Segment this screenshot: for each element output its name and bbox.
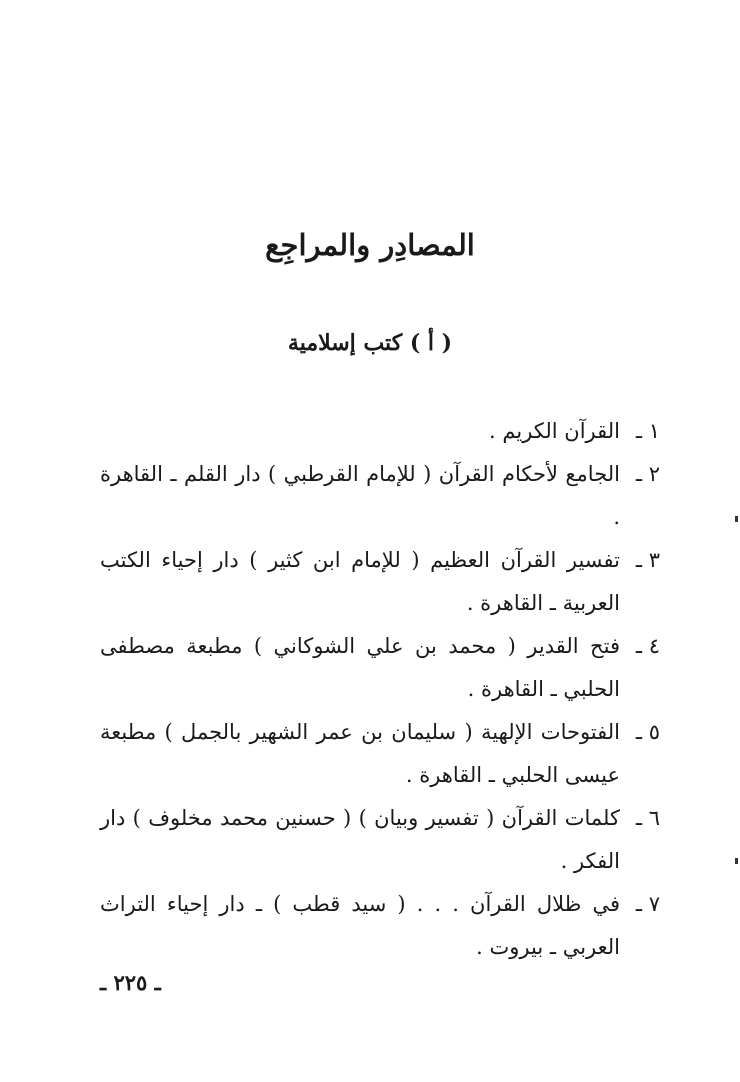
reference-text: تفسير القرآن العظيم ( للإمام ابن كثير ) دار إحياء الكتب العربية ـ القاهرة . bbox=[100, 548, 620, 615]
page-title: المصادِر والمراجِع bbox=[265, 228, 475, 262]
reference-text: في ظلال القرآن . . . ( سيد قطب ) ـ دار إحياء التراث العربي ـ بيروت . bbox=[100, 892, 620, 959]
scan-edge-mark bbox=[735, 858, 738, 864]
reference-text: فتح القدير ( محمد بن علي الشوكاني ) مطبعة مصطفى الحلبي ـ القاهرة . bbox=[100, 634, 620, 701]
reference-item bbox=[100, 453, 660, 539]
reference-text: الجامع لأحكام القرآن ( للإمام القرطبي ) دار القلم ـ القاهرة . bbox=[100, 462, 620, 529]
reference-item bbox=[100, 625, 660, 711]
reference-text: الفتوحات الإلهية ( سليمان بن عمر الشهير بالجمل ) مطبعة عيسى الحلبي ـ القاهرة . bbox=[100, 720, 620, 787]
reference-item bbox=[100, 883, 660, 969]
reference-number: ٣ ـ bbox=[635, 548, 660, 572]
reference-number: ٧ ـ bbox=[635, 892, 660, 916]
reference-number: ٥ ـ bbox=[635, 720, 660, 744]
reference-text: القرآن الكريم . bbox=[489, 419, 620, 443]
scan-edge-mark bbox=[735, 516, 738, 522]
reference-number: ١ ـ bbox=[635, 419, 660, 443]
reference-text: كلمات القرآن ( تفسير وبيان ) ( حسنين محمد مخلوف ) دار الفكر . bbox=[100, 806, 620, 873]
reference-item bbox=[100, 797, 660, 883]
reference-item bbox=[100, 711, 660, 797]
reference-number: ٤ ـ bbox=[635, 634, 660, 658]
reference-item bbox=[100, 410, 660, 453]
reference-item bbox=[100, 539, 660, 625]
page-number: ـ ٢٢٥ ـ bbox=[100, 970, 161, 995]
reference-number: ٢ ـ bbox=[635, 462, 660, 486]
reference-number: ٦ ـ bbox=[635, 806, 660, 830]
reference-list bbox=[100, 410, 660, 969]
section-heading: ( أ ) كتب إسلامية bbox=[287, 330, 453, 356]
